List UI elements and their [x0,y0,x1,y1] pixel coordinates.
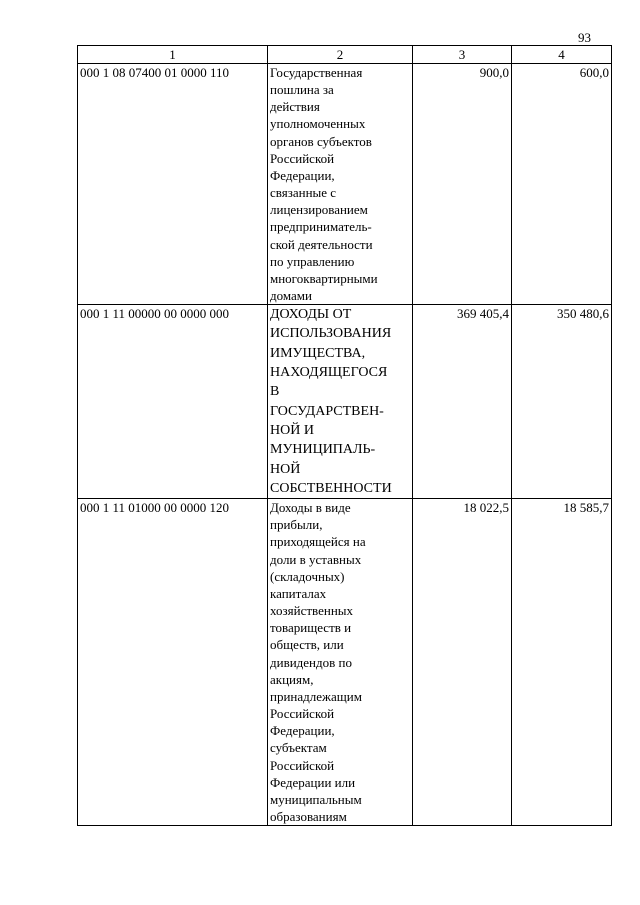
name-line: акциям, [270,671,314,687]
name-line: прибыли, [270,517,323,533]
name-line: обществ, или [270,637,344,653]
row-code: 000 1 11 00000 00 0000 000 [78,305,268,499]
name-line: Российской [270,706,335,722]
name-line: дивидендов по [270,654,352,670]
table-row [78,64,612,305]
name-line: МУНИЦИПАЛЬ- [270,442,376,458]
name-line: ской деятельности [270,236,373,252]
name-line: Российской [270,150,335,166]
name-line: НАХОДЯЩЕГОСЯ [270,365,388,381]
name-line: Государственная [270,65,363,80]
name-line: образованиям [270,808,347,824]
row-value-col3: 900,0 [413,64,512,305]
row-code: 000 1 08 07400 01 0000 110 [78,64,268,305]
name-line: лицензированием [270,202,368,218]
row-name [268,305,413,499]
table-row [78,305,612,499]
name-line: ГОСУДАРСТВЕН- [270,403,384,419]
name-line: хозяйственных [270,603,354,619]
name-line: Федерации, [270,167,335,183]
name-line: Федерации, [270,723,335,739]
budget-table [77,45,612,826]
name-line: Доходы в виде [270,500,351,516]
name-line: товариществ и [270,620,352,636]
row-value-col4: 18 585,7 [512,499,612,826]
name-line: ИМУЩЕСТВА, [270,345,366,361]
name-line: муниципальным [270,791,362,807]
header-row [78,46,612,64]
name-line: уполномоченных [270,116,366,132]
header-col-3: 3 [413,46,512,64]
name-line: по управлению [270,253,355,269]
name-line: капиталах [270,585,327,601]
name-line: НОЙ [270,461,301,477]
header-col-4: 4 [512,46,612,64]
row-value-col4: 350 480,6 [512,305,612,499]
row-name [268,499,413,826]
row-code: 000 1 11 01000 00 0000 120 [78,499,268,826]
name-line: предприниматель- [270,219,372,235]
name-line: пошлина за [270,82,334,98]
name-line: доли в уставных [270,551,362,567]
name-line: связанные с [270,185,337,201]
row-value-col4: 600,0 [512,64,612,305]
name-line: В [270,384,280,400]
name-line: принадлежащим [270,688,362,704]
name-line: многоквартирными [270,270,378,286]
name-line: Российской [270,757,335,773]
header-col-2: 2 [268,46,413,64]
name-line: домами [270,288,312,304]
name-line: действия [270,99,320,115]
name-line: СОБСТВЕННОСТИ [270,480,392,496]
header-col-1: 1 [78,46,268,64]
name-line: субъектам [270,740,327,756]
name-line: НОЙ И [270,422,314,438]
row-value-col3: 369 405,4 [413,305,512,499]
name-line: ДОХОДЫ ОТ [270,307,352,323]
page-number: 93 [578,30,591,45]
name-line: Федерации или [270,774,356,790]
name-line: органов субъектов [270,133,372,149]
name-line: (складочных) [270,568,345,584]
row-value-col3: 18 022,5 [413,499,512,826]
name-line: ИСПОЛЬЗОВАНИЯ [270,326,392,342]
table-row [78,499,612,826]
row-name [268,64,413,305]
name-line: приходящейся на [270,534,366,550]
